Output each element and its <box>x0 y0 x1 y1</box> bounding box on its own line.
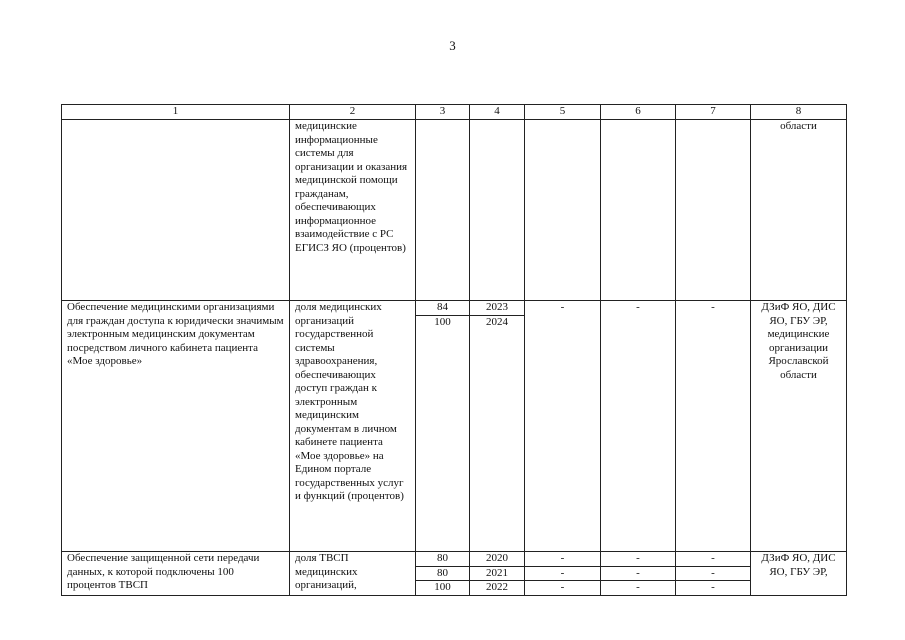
year-cell <box>470 120 525 301</box>
responsible-cell: ДЗиФ ЯО, ДИС ЯО, ГБУ ЭР, <box>751 552 847 596</box>
year-line: 2024 <box>486 315 508 328</box>
measure-cell: Обеспечение медицинскими организациями для граждан доступа к юридически значимым электронным медицинским документам посредством личного кабинета пациента «Мое здоровье» <box>62 301 290 552</box>
year-line: 2023 <box>470 301 524 316</box>
indicator-cell: доля медицинских организаций государственной системы здравоохранения, обеспечивающих доступ граждан к электронным медицинским документам в личном кабинете пациента «Мое здоровье» на Едином портале государственных услуг и функций (процентов) <box>290 301 416 552</box>
table-row <box>62 120 847 301</box>
column-7-cell <box>676 552 751 596</box>
column-6-cell <box>601 301 676 552</box>
dash-line: - <box>676 567 750 582</box>
column-6-cell <box>601 552 676 596</box>
column-header: 8 <box>751 105 847 120</box>
measure-cell <box>62 120 290 301</box>
value-cell <box>416 552 470 596</box>
column-header: 3 <box>416 105 470 120</box>
column-5-cell <box>525 552 601 596</box>
dash-line: - <box>601 567 675 582</box>
dash-line: - <box>711 581 715 593</box>
column-6-cell <box>601 120 676 301</box>
dash-line: - <box>676 552 750 567</box>
dash-line: - <box>525 567 600 582</box>
column-7-cell <box>676 120 751 301</box>
measures-table <box>61 104 847 596</box>
table-row <box>62 301 847 552</box>
indicator-cell: доля ТВСП медицинских организаций, <box>290 552 416 596</box>
dash-line: - <box>560 581 565 593</box>
page-number: 3 <box>449 38 456 53</box>
dash-line: - <box>525 552 600 567</box>
dash-line: - <box>601 552 675 567</box>
year-cell <box>470 301 525 552</box>
year-cell <box>470 552 525 596</box>
measure-cell: Обеспечение защищенной сети передачи данных, к которой подключены 100 процентов ТВСП <box>62 552 290 596</box>
dash-line: - <box>636 301 640 313</box>
dash-line: - <box>560 301 565 313</box>
table-header-row <box>62 105 847 120</box>
value-line: 100 <box>434 581 451 593</box>
value-line: 80 <box>416 552 469 567</box>
value-line: 80 <box>416 567 469 582</box>
column-header: 4 <box>470 105 525 120</box>
value-line: 100 <box>434 315 451 328</box>
year-line: 2020 <box>470 552 524 567</box>
value-cell <box>416 301 470 552</box>
dash-line: - <box>711 301 715 313</box>
value-line: 84 <box>416 301 469 316</box>
year-line: 2022 <box>486 581 508 593</box>
dash-line: - <box>636 581 640 593</box>
indicator-cell: медицинские информационные системы для организации и оказания медицинской помощи гражданам, обеспечивающих информационное взаимодействие с РС ЕГИСЗ ЯО (процентов) <box>290 120 416 301</box>
column-7-cell <box>676 301 751 552</box>
responsible-cell: ДЗиФ ЯО, ДИС ЯО, ГБУ ЭР, медицинские организации Ярославской области <box>751 301 847 552</box>
column-header: 2 <box>290 105 416 120</box>
column-5-cell <box>525 301 601 552</box>
column-header: 1 <box>62 105 290 120</box>
responsible-cell: области <box>751 120 847 301</box>
year-line: 2021 <box>470 567 524 582</box>
column-header: 7 <box>676 105 751 120</box>
column-header: 5 <box>525 105 601 120</box>
value-cell <box>416 120 470 301</box>
column-5-cell <box>525 120 601 301</box>
table-row <box>62 552 847 596</box>
column-header: 6 <box>601 105 676 120</box>
